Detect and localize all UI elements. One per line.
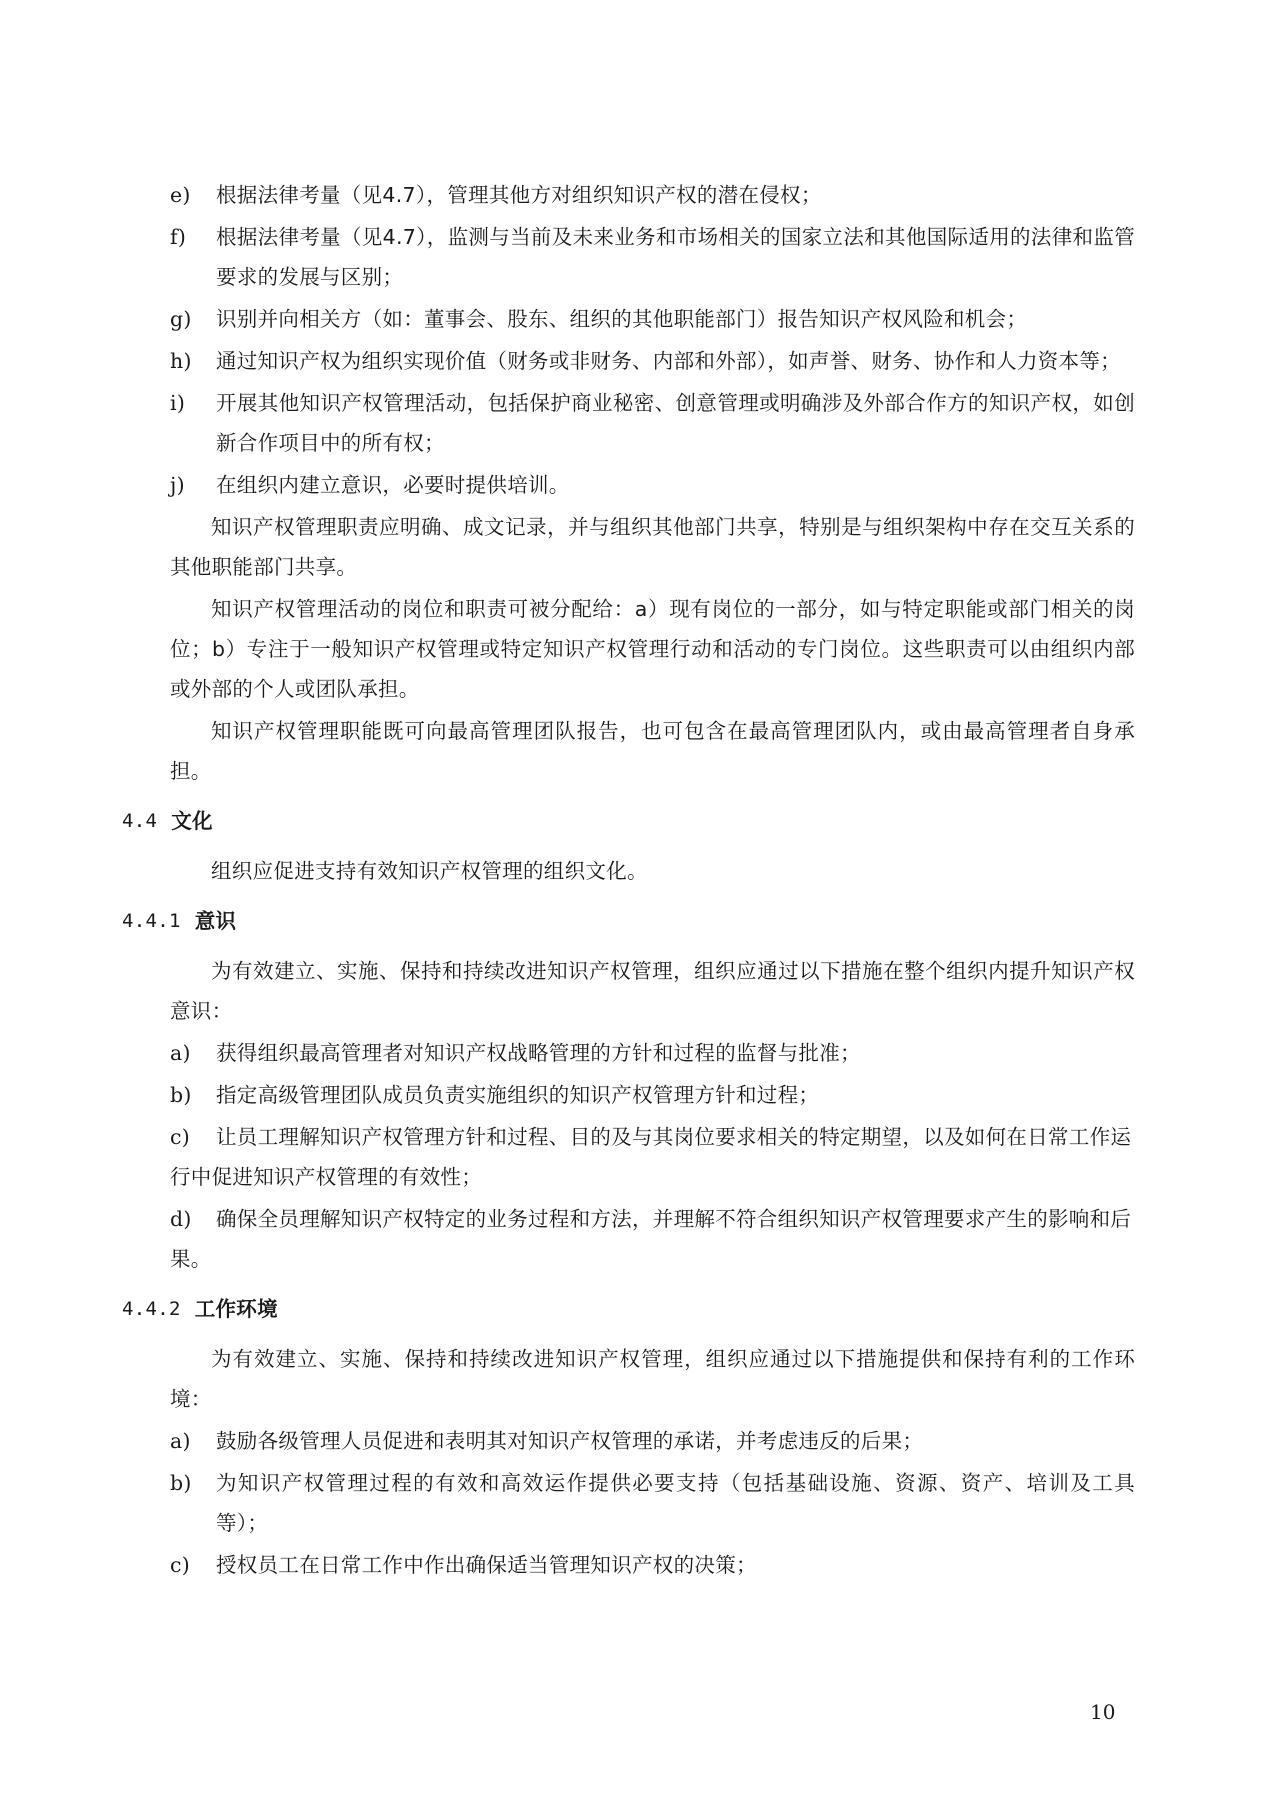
body-paragraph: 知识产权管理职能既可向最高管理团队报告，也可包含在最高管理团队内，或由最高管理者自身承担。 [170,719,1135,783]
section-number: 4.4 [122,810,158,832]
list-item-text: 通过知识产权为组织实现价值（财务或非财务、内部和外部），如声誉、财务、协作和人力资本等； [216,349,1121,373]
body-paragraph: 知识产权管理职责应明确、成文记录，并与组织其他部门共享，特别是与组织架构中存在交互关系的其他职能部门共享。 [170,515,1135,579]
list-item-text: 指定高级管理团队成员负责实施组织的知识产权管理方针和过程； [216,1083,820,1107]
section-title: 工作环境 [194,1297,278,1321]
body-paragraph: 为有效建立、实施、保持和持续改进知识产权管理，组织应通过以下措施在整个组织内提升知识产权意识： [170,959,1135,1023]
list-marker: h) [170,349,192,373]
list-item [170,1033,1135,1073]
body-paragraph: 为有效建立、实施、保持和持续改进知识产权管理，组织应通过以下措施提供和保持有利的工作环境： [170,1347,1135,1411]
list-marker: b) [170,1083,192,1107]
section-title: 文化 [171,809,213,833]
list-marker: e) [170,183,191,207]
list-item [170,341,1135,381]
list-item-text: 获得组织最高管理者对知识产权战略管理的方针和过程的监督与批准； [216,1041,861,1065]
page-number: 10 [1090,1700,1116,1724]
list-item-text: 识别并向相关方（如：董事会、股东、组织的其他职能部门）报告知识产权风险和机会； [216,307,1028,331]
list-item-text: 根据法律考量（见4.7），管理其他方对组织知识产权的潜在侵权； [216,183,822,207]
list-marker: b) [170,1471,192,1495]
section-number: 4.4.1 [122,910,181,932]
list-item [170,217,1135,297]
list-marker: g) [170,307,192,331]
list-item [170,465,1135,505]
list-item [170,1463,1135,1543]
list-item [170,1199,1135,1279]
list-item-text: 让员工理解知识产权管理方针和过程、目的及与其岗位要求相关的特定期望，以及如何在日常工作运行中促进知识产权管理的有效性； [170,1125,1132,1189]
list-item [170,1545,1135,1585]
list-marker: c) [170,1553,191,1577]
list-item [170,383,1135,463]
body-paragraph: 知识产权管理活动的岗位和职责可被分配给：a）现有岗位的一部分，如与特定职能或部门相关的岗位；b）专注于一般知识产权管理或特定知识产权管理行动和活动的专门岗位。这些职责可以由组织内部或外部的个人或团队承担。 [170,597,1135,701]
list-marker: i) [170,391,186,415]
list-item-text: 在组织内建立意识，必要时提供培训。 [216,473,570,497]
list-item-text: 授权员工在日常工作中作出确保适当管理知识产权的决策； [216,1553,757,1577]
section-heading-4-4-1 [122,901,1135,941]
list-marker: a) [170,1041,191,1065]
body-paragraph: 组织应促进支持有效知识产权管理的组织文化。 [211,859,648,883]
list-marker: d) [170,1207,192,1231]
list-marker: j) [170,473,185,497]
list-marker: c) [170,1125,191,1149]
page-content [122,175,1135,1587]
list-item [170,1421,1135,1461]
section-title: 意识 [194,909,237,933]
list-item-text: 鼓励各级管理人员促进和表明其对知识产权管理的承诺，并考虑违反的后果； [216,1429,924,1453]
list-item [170,1075,1135,1115]
list-marker: f) [170,225,187,249]
list-item-text: 确保全员理解知识产权特定的业务过程和方法，并理解不符合组织知识产权管理要求产生的影响和后果。 [170,1207,1132,1271]
section-number: 4.4.2 [122,1298,181,1320]
list-item-text: 根据法律考量（见4.7），监测与当前及未来业务和市场相关的国家立法和其他国际适用的法律和监管要求的发展与区别； [216,225,1135,289]
list-item-text: 开展其他知识产权管理活动，包括保护商业秘密、创意管理或明确涉及外部合作方的知识产权，如创新合作项目中的所有权； [216,391,1135,455]
section-heading-4-4 [122,801,1135,841]
list-item [170,1117,1135,1197]
list-marker: a) [170,1429,191,1453]
list-item [170,299,1135,339]
list-item [170,175,1135,215]
section-heading-4-4-2 [122,1289,1135,1329]
list-item-text: 为知识产权管理过程的有效和高效运作提供必要支持（包括基础设施、资源、资产、培训及工具等）； [216,1471,1135,1535]
